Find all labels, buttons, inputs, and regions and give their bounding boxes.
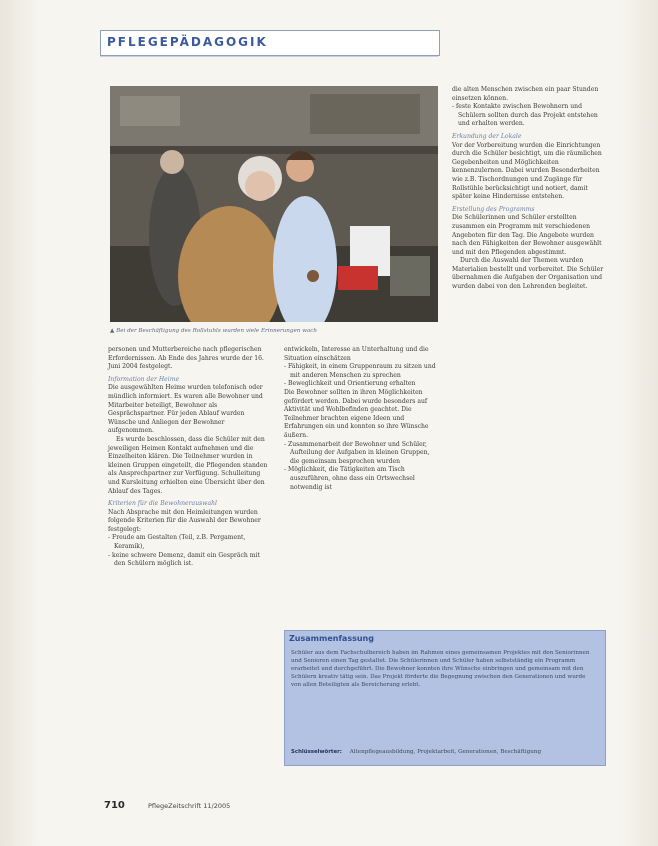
paragraph: entwickeln, Interesse an Unterhaltung und die Situation einschätzen [284,346,429,362]
list-item: - Möglichkeit, die Tätigkeiten am Tisch auszuführen, ohne dass ein Ortswechsel notwendig ist [284,466,415,491]
list-item: - Freude am Gestalten (Teil, z.B. Pergament, Keramik), [108,534,246,551]
paragraph: die alten Menschen zwischen ein paar Stunden einsetzen können. [452,86,599,102]
summary-box [284,630,606,766]
list-item: - Beweglichkeit und Orientierung erhalten [284,380,416,388]
summary-text: Schüler aus dem Fachschulbereich haben im Rahmen eines gemeinsamen Projektes mit den Seniorinnen und Senioren einen Tag gestaltet. Die Schülerinnen und Schüler haben selbstständig ein Programm erarbeitet und durchgeführt. Die Bewohner konnten ihre Wünsche einbringen und gemeinsam mit den Schülern kreativ tätig sein. Das Projekt förderte die Begegnung zwischen den Generationen und wurde von allen Beteiligten als Bereicherung erlebt. [291,650,590,688]
subheading: Information der Heime [108,375,180,383]
section-header [100,30,440,56]
photo-caption: ▲ Bei der Beschäftigung des Rollstuhls wurden viele Erinnerungen wach [110,328,318,334]
paragraph: Nach Absprache mit den Heimleitungen wurden folgende Kriterien für die Auswahl der Bewohner festgelegt: [108,508,261,533]
keywords-list: Altenpflegeausbildung, Projektarbeit, Generationen, Beschäftigung [349,749,542,755]
section-title: PFLEGEPÄDAGOGIK [107,35,268,49]
paragraph: Die Schülerinnen und Schüler erstellten zusammen ein Programm mit verschiedenen Angeboten für den Tag. Die Angebote wurden nach den Fähigkeiten der Bewohner ausgewählt und mit den Pflegenden abgestimmt. [452,214,602,256]
left-column [108,346,268,569]
header-divider [100,56,438,57]
magazine-name: PflegeZeitschrift 11/2005 [148,802,231,810]
right-column [452,86,608,292]
list-item: - keine schwere Demenz, damit ein Gespräch mit den Schülern möglich ist. [108,551,260,568]
paragraph: Die ausgewählten Heime wurden telefonisch oder mündlich informiert. Es waren alle Bewohner und Mitarbeiter beteiligt, Bewohner als Gesprächspartner. Für jeden Ablauf wurden Wünsche und Anliegen der Bewohner aufgenommen. [108,384,263,435]
list-item: - Zusammenarbeit der Bewohner und Schüler, Aufteilung der Aufgaben in kleinen Gruppen, die gemeinsam besprochen wurden [284,440,430,465]
middle-column [284,346,440,492]
article-photo [110,86,438,322]
summary-title: Zusammenfassung [289,634,374,643]
list-item: - Fähigkeit, in einem Gruppenraum zu sitzen und mit anderen Menschen zu sprechen [284,363,436,379]
paragraph: Vor der Vorbereitung wurden die Einrichtungen durch die Schüler besichtigt, um die räumlichen Gegebenheiten und Möglichkeiten kennenzulernen. Dabei wurden Besonderheiten wie z.B. Tischordnungen und Zugänge für Rollstühle berücksichtigt und notiert, damit später keine Hindernisse entstehen. [452,141,602,201]
paragraph: Durch die Auswahl der Themen wurden Materialien bestellt und vorbereitet. Die Schüler übernahmen die Aufgaben der Organisation und wurden dabei von den Lehrenden begleitet. [452,257,604,291]
list-item: - feste Kontakte zwischen Bewohnern und Schülern sollten durch das Projekt entstehen und erhalten werden. [452,103,598,128]
page-number: 710 [104,800,125,811]
summary-keywords [291,749,597,755]
keywords-label: Schlüsselwörter: [291,749,342,755]
paragraph: Die Bewohner sollten in ihren Möglichkeiten gefördert werden. Dabei wurde besonders auf Aktivität und Wohlbefinden geachtet. Die Teilnehmer brachten eigene Ideen und Erfahrungen ein und konnten so ihre Wünsche äußern. [284,388,429,439]
paragraph: Es wurde beschlossen, dass die Schüler mit den jeweiligen Heimen Kontakt aufnehmen und die Einzelheiten klären. Die Teilnehmer wurden in kleinen Gruppen eingeteilt, die Pflegenden standen als Ansprechpartner zur Verfügung. Schulleitung und Kursleitung erhielten eine Übersicht über den Ablauf des Tages. [108,435,268,495]
paragraph: personen und Mutterbereiche nach pflegerischen Erfordernissen. Ab Ende des Jahres wurde der 16. Juni 2004 festgelegt. [108,346,264,371]
subheading: Kriterien für die Bewohnerauswahl [108,500,217,508]
subheading: Erstellung des Programms [452,205,535,213]
subheading: Erkundung der Lokale [452,132,522,140]
